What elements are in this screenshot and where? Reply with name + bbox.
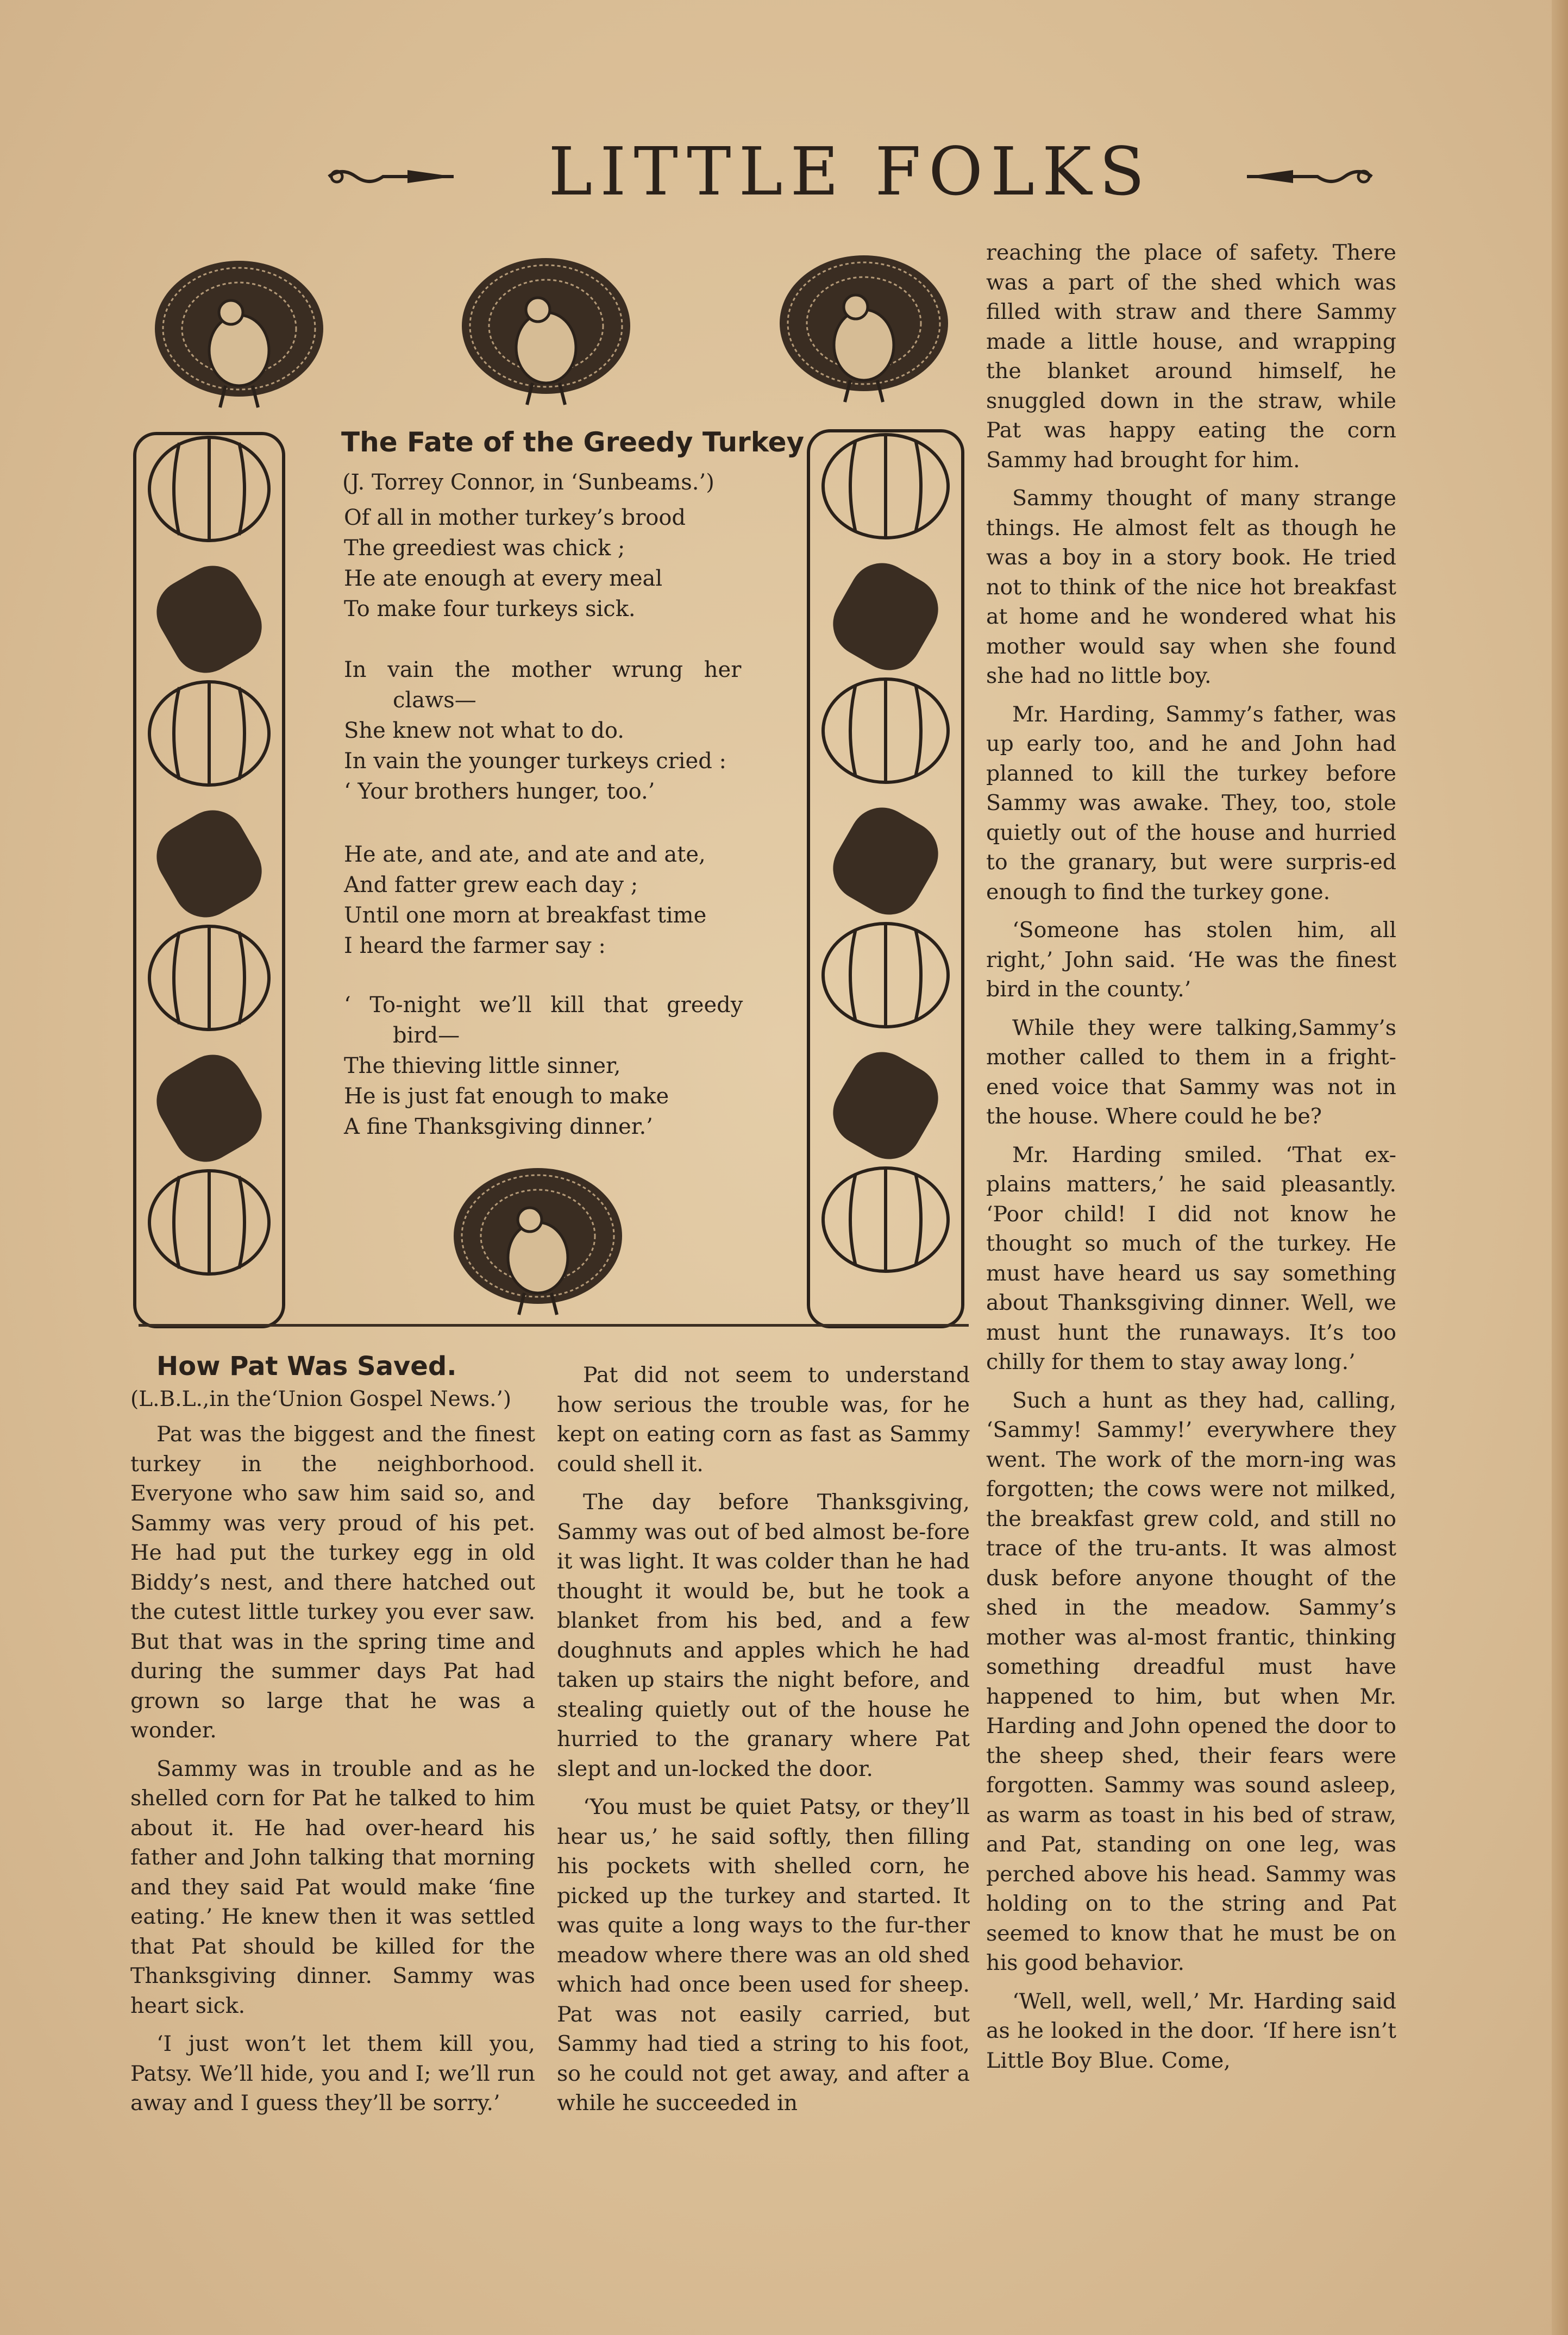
- poem-line: In vain the mother wrung her: [344, 657, 742, 682]
- poem-line: claws—: [393, 688, 476, 713]
- poem-line: The greediest was chick ;: [344, 536, 625, 561]
- pumpkin-corn-border-left-icon: [130, 429, 288, 1331]
- poem-line: She knew not what to do.: [344, 718, 625, 743]
- page-edge: [1552, 0, 1568, 2335]
- paragraph: reaching the place of safety. There was a part of the shed which was filled with straw and there Sammy made a little house, and wrapping the blanket around himself, he snuggled down in the straw, while Pat was happy eating the corn Sammy had brought for him.: [986, 240, 1396, 473]
- paragraph: ‘Someone has stolen him, all right,’ John said. ‘He was the finest bird in the county.’: [986, 918, 1396, 1002]
- scroll-ornament-right-icon: [1244, 166, 1375, 187]
- section-divider: [139, 1324, 969, 1327]
- poem-line: In vain the younger turkeys cried :: [344, 749, 727, 774]
- poem-line: ‘ Your brothers hunger, too.’: [344, 779, 655, 804]
- poem-stanza: [344, 839, 706, 961]
- paragraph: ‘I just won’t let them kill you, Patsy. We’ll hide, you and I; we’ll run away and I guess they’ll be sorry.’: [130, 2031, 535, 2116]
- poem-line: The thieving little sinner,: [344, 1053, 621, 1078]
- poem-line: To make four turkeys sick.: [344, 597, 636, 622]
- poem-line: Of all in mother turkey’s brood: [344, 505, 686, 530]
- paragraph: Pat did not seem to understand how serious the trouble was, for he kept on eating corn as fast as Sammy could shell it.: [557, 1363, 970, 1477]
- poem-line: I heard the farmer say :: [344, 933, 606, 958]
- poem-title: The Fate of the Greedy Turkey: [341, 426, 805, 458]
- paragraph: Sammy thought of many strange things. He almost felt as though he was a boy in a story book. He tried not to think of the nice hot breakfast at home and he wondered what his mother would say when she found she had no little boy.: [986, 486, 1396, 688]
- poem-stanza: [344, 990, 743, 1142]
- poem-line: He is just fat enough to make: [344, 1084, 669, 1109]
- paragraph: The day before Thanksgiving, Sammy was out of bed almost be-fore it was light. It was colder than he had thought it would be, but he took a blanket from his bed, and a few doughnuts and apples which he had taken up stairs the night before, and stealing quietly out of the house he hurried to the granary where Pat slept and un-locked the door.: [557, 1490, 970, 1781]
- poem-stanza: [344, 503, 686, 624]
- poem-line: A fine Thanksgiving dinner.’: [344, 1114, 653, 1139]
- story-title: How Pat Was Saved.: [156, 1351, 457, 1382]
- poem-line: ‘ To-night we’ll kill that greedy: [344, 993, 743, 1018]
- turkey-illustration-icon: [149, 255, 329, 413]
- paragraph: Mr. Harding, Sammy’s father, was up early too, and he and John had planned to kill the turkey before Sammy was awake. They, too, stole quietly out of the house and hurried to the granary, but were surpris-ed enough to find the turkey gone.: [986, 701, 1396, 905]
- paragraph: Mr. Harding smiled. ‘That ex-plains matters,’ he said pleasantly. ‘Poor child! I did not know he thought so much of the turkey. He must have heard us say something about Thanksgiving dinner. Well, we must hunt the runaways. It’s too chilly for them to stay away long.’: [986, 1142, 1396, 1374]
- turkey-illustration-icon: [448, 1163, 628, 1320]
- pumpkin-corn-border-right-icon: [804, 426, 967, 1331]
- paragraph: ‘You must be quiet Patsy, or they’ll hear us,’ he said softly, then filling his pockets with shelled corn, he picked up the turkey and started. It was quite a long ways to the fur-ther meadow where there was an old shed which had once been used for sheep. Pat was not easily carried, but Sammy had tied a string to his foot, so he could not get away, and after a while he succeeded in: [557, 1794, 970, 2116]
- poem-line: He ate, and ate, and ate and ate,: [344, 842, 706, 867]
- section-title: LITTLE FOLKS: [548, 133, 1152, 210]
- poem-line: And fatter grew each day ;: [344, 873, 638, 897]
- poem-line: bird—: [393, 1023, 460, 1048]
- turkey-illustration-icon: [456, 253, 636, 410]
- poem-line: Until one morn at breakfast time: [344, 903, 707, 928]
- turkey-illustration-icon: [774, 250, 954, 407]
- story-column-2: [557, 1360, 970, 2118]
- poem-credit: (J. Torrey Connor, in ‘Sunbeams.’): [342, 470, 714, 495]
- header: [293, 133, 1407, 215]
- poem-line: He ate enough at every meal: [344, 566, 663, 591]
- paragraph: Such a hunt as they had, calling, ‘Sammy! Sammy!’ everywhere they went. The work of the morn-ing was forgotten; the cows were not milked, the breakfast grew cold, and still no trace of the tru-ants. It was almost dusk before anyone thought of the shed in the meadow. Sammy’s mother was al-most frantic, thinking something dreadful must have happened to him, but when Mr. Harding and John opened the door to the sheep shed, their fears were forgotten. Sammy was sound asleep, as warm as toast in his bed of straw, and Pat, standing on one leg, was perched above his head. Sammy was holding on to the string and Pat seemed to know that he must be on his good behavior.: [986, 1388, 1396, 1975]
- poem-stanza: [344, 655, 741, 807]
- story-column-1: [130, 1352, 535, 2118]
- story-credit: (L.B.L.,in the‘Union Gospel News.’): [130, 1386, 512, 1411]
- paragraph: ‘Well, well, well,’ Mr. Harding said as he looked in the door. ‘If here isn’t Little Boy Blue. Come,: [986, 1988, 1396, 2073]
- story-column-3: [986, 238, 1396, 2075]
- paragraph: Sammy was in trouble and as he shelled corn for Pat he talked to him about it. He had over-heard his father and John talking that morning and they said Pat would make ‘fine eating.’ He knew then it was settled that Pat should be killed for the Thanksgiving dinner. Sammy was heart sick.: [130, 1756, 535, 2018]
- paragraph: While they were talking,Sammy’s mother called to them in a fright-ened voice that Sammy was not in the house. Where could he be?: [986, 1015, 1396, 1129]
- paragraph: Pat was the biggest and the finest turkey in the neighborhood. Everyone who saw him said so, and Sammy was very proud of his pet. He had put the turkey egg in old Biddy’s nest, and there hatched out the cutest little turkey you ever saw. But that was in the spring time and during the summer days Pat had grown so large that he was a wonder.: [130, 1422, 535, 1743]
